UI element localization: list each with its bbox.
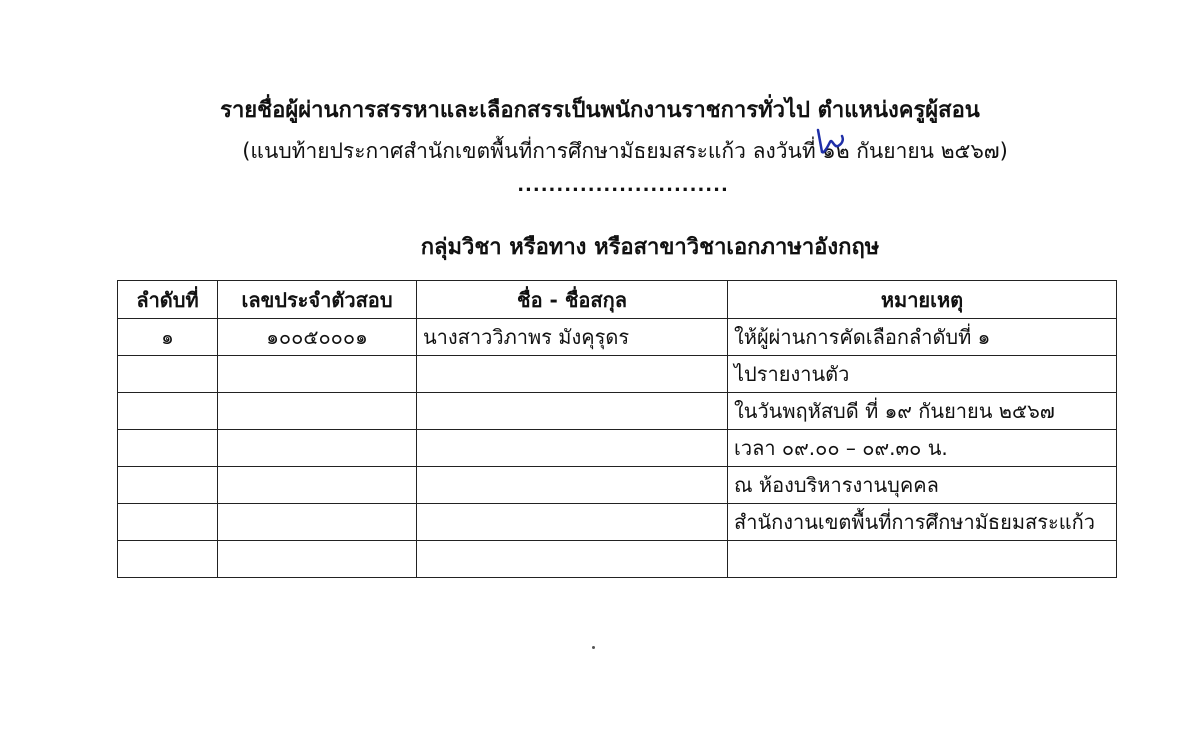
handwritten-date-mark [812, 124, 848, 160]
cell-full-name [417, 393, 728, 430]
cell-remarks [728, 541, 1117, 578]
table-header-row [118, 281, 1117, 319]
cell-full-name [417, 541, 728, 578]
cell-remarks: ไปรายงานตัว [728, 356, 1117, 393]
cell-exam-id [218, 356, 417, 393]
separator-dots: ........................... [517, 175, 729, 196]
cell-exam-id [218, 467, 417, 504]
cell-full-name [417, 504, 728, 541]
cell-full-name [417, 356, 728, 393]
cell-order [118, 504, 218, 541]
cell-remarks: ในวันพฤหัสบดี ที่ ๑๙ กันยายน ๒๕๖๗ [728, 393, 1117, 430]
cell-full-name [417, 430, 728, 467]
cell-exam-id [218, 430, 417, 467]
cell-full-name [417, 467, 728, 504]
cell-full-name: นางสาววิภาพร มังคุรุดร [417, 319, 728, 356]
cell-exam-id [218, 504, 417, 541]
table-row [118, 393, 1117, 430]
document-subtitle: (แนบท้ายประกาศสำนักเขตพื้นที่การศึกษามัธยมสระแก้ว ลงวันที่ ๑๒ กันยายน ๒๕๖๗) [242, 139, 1008, 163]
table-row [118, 467, 1117, 504]
header-exam-id: เลขประจำตัวสอบ [218, 281, 417, 319]
candidate-table [117, 280, 1117, 578]
subject-group-heading: กลุ่มวิชา หรือทาง หรือสาขาวิชาเอกภาษาอังกฤษ [420, 235, 880, 260]
cell-order [118, 393, 218, 430]
cell-exam-id [218, 541, 417, 578]
cell-remarks: สำนักงานเขตพื้นที่การศึกษามัธยมสระแก้ว [728, 504, 1117, 541]
table-row [118, 319, 1117, 356]
header-remarks: หมายเหตุ [728, 281, 1117, 319]
table-row [118, 430, 1117, 467]
table-row [118, 541, 1117, 578]
cell-order: ๑ [118, 319, 218, 356]
cell-exam-id [218, 393, 417, 430]
cell-exam-id: ๑๐๐๕๐๐๐๑ [218, 319, 417, 356]
header-order: ลำดับที่ [118, 281, 218, 319]
cell-order [118, 541, 218, 578]
table-row [118, 356, 1117, 393]
table-row [118, 504, 1117, 541]
scan-speck [592, 646, 595, 649]
cell-remarks: ให้ผู้ผ่านการคัดเลือกลำดับที่ ๑ [728, 319, 1117, 356]
cell-order [118, 430, 218, 467]
cell-order [118, 356, 218, 393]
header-full-name: ชื่อ - ชื่อสกุล [417, 281, 728, 319]
cell-remarks: ณ ห้องบริหารงานบุคคล [728, 467, 1117, 504]
cell-order [118, 467, 218, 504]
cell-remarks: เวลา ๐๙.๐๐ – ๐๙.๓๐ น. [728, 430, 1117, 467]
document-title: รายชื่อผู้ผ่านการสรรหาและเลือกสรรเป็นพนักงานราชการทั่วไป ตำแหน่งครูผู้สอน [220, 98, 980, 123]
